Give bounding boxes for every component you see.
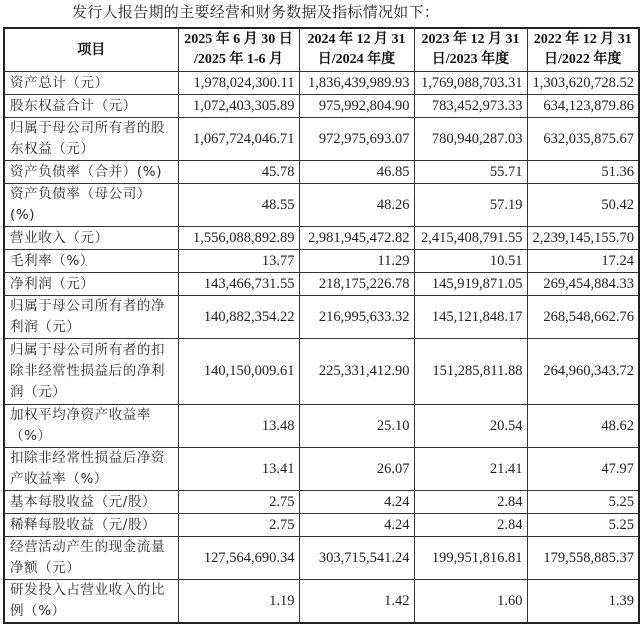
cell-value: 1.39 xyxy=(527,580,639,624)
cell-value: 780,940,287.03 xyxy=(414,118,527,161)
table-row xyxy=(4,250,639,273)
cell-value: 218,175,226.78 xyxy=(299,273,414,296)
table-row xyxy=(4,227,639,250)
row-label: 归属于母公司所有者的股东权益（元） xyxy=(4,118,178,161)
header-line2: 日/2023 年度 xyxy=(431,52,510,67)
header-line2: 日/2022 年度 xyxy=(544,52,622,67)
cell-value: 57.19 xyxy=(414,184,527,227)
row-label: 经营活动产生的现金流量净额（元） xyxy=(4,537,178,580)
cell-value: 145,121,848.17 xyxy=(414,296,527,339)
table-row xyxy=(4,448,639,491)
table-row xyxy=(4,514,639,537)
cell-value: 4.24 xyxy=(299,514,414,537)
row-label: 扣除非经常性损益后净资产收益率（%） xyxy=(4,448,178,491)
table-row xyxy=(4,118,639,161)
cell-value: 2,981,945,472.82 xyxy=(299,227,414,250)
cell-value: 4.24 xyxy=(299,491,414,514)
cell-value: 975,992,804.90 xyxy=(299,95,414,118)
table-row xyxy=(4,405,639,448)
row-label: 研发投入占营业收入的比例（%） xyxy=(4,580,178,624)
cell-value: 48.26 xyxy=(299,184,414,227)
cell-value: 2.84 xyxy=(414,514,527,537)
cell-value: 48.62 xyxy=(527,405,639,448)
row-label: 归属于母公司所有者的净利润（元） xyxy=(4,296,178,339)
cell-value: 179,558,885.37 xyxy=(527,537,639,580)
row-label: 毛利率（%） xyxy=(4,250,178,273)
cell-value: 45.78 xyxy=(178,161,299,184)
table-row xyxy=(4,491,639,514)
row-label: 基本每股收益（元/股） xyxy=(4,491,178,514)
column-header-item xyxy=(4,28,178,72)
header-label: 项目 xyxy=(77,42,106,58)
cell-value: 1,072,403,305.89 xyxy=(178,95,299,118)
row-label: 营业收入（元） xyxy=(4,227,178,250)
financial-data-table xyxy=(3,27,640,624)
column-header-2024 xyxy=(299,28,414,72)
cell-value: 46.85 xyxy=(299,161,414,184)
cell-value: 972,975,693.07 xyxy=(299,118,414,161)
cell-value: 2.84 xyxy=(414,491,527,514)
cell-value: 2,239,145,155.70 xyxy=(527,227,639,250)
cell-value: 268,548,662.76 xyxy=(527,296,639,339)
cell-value: 20.54 xyxy=(414,405,527,448)
table-row xyxy=(4,184,639,227)
header-line2: 日/2024 年度 xyxy=(317,52,396,67)
cell-value: 50.42 xyxy=(527,184,639,227)
cell-value: 1,769,088,703.31 xyxy=(414,72,527,95)
cell-value: 199,951,816.81 xyxy=(414,537,527,580)
cell-value: 140,882,354.22 xyxy=(178,296,299,339)
cell-value: 1.19 xyxy=(178,580,299,624)
header-line1: 2022 年 12 月 31 xyxy=(533,32,632,47)
cell-value: 2.75 xyxy=(178,491,299,514)
cell-value: 11.29 xyxy=(299,250,414,273)
cell-value: 5.25 xyxy=(527,514,639,537)
cell-value: 225,331,412.90 xyxy=(299,339,414,405)
cell-value: 303,715,541.24 xyxy=(299,537,414,580)
cell-value: 1.42 xyxy=(299,580,414,624)
cell-value: 1,303,620,728.52 xyxy=(527,72,639,95)
table-row xyxy=(4,161,639,184)
table-row xyxy=(4,296,639,339)
cell-value: 55.71 xyxy=(414,161,527,184)
row-label: 资产负债率（母公司）(%) xyxy=(4,184,178,227)
cell-value: 47.97 xyxy=(527,448,639,491)
cell-value: 127,564,690.34 xyxy=(178,537,299,580)
cell-value: 783,452,973.33 xyxy=(414,95,527,118)
cell-value: 140,150,009.61 xyxy=(178,339,299,405)
table-row xyxy=(4,339,639,405)
cell-value: 269,454,884.33 xyxy=(527,273,639,296)
cell-value: 632,035,875.67 xyxy=(527,118,639,161)
cell-value: 1,067,724,046.71 xyxy=(178,118,299,161)
table-row xyxy=(4,273,639,296)
cell-value: 13.48 xyxy=(178,405,299,448)
table-row xyxy=(4,580,639,624)
table-row xyxy=(4,72,639,95)
cell-value: 13.41 xyxy=(178,448,299,491)
table-header-row xyxy=(4,28,639,72)
cell-value: 634,123,879.86 xyxy=(527,95,639,118)
row-label: 归属于母公司所有者的扣除非经常性损益后的净利润（元） xyxy=(4,339,178,405)
cell-value: 151,285,811.88 xyxy=(414,339,527,405)
column-header-2025h1 xyxy=(178,28,299,72)
cell-value: 145,919,871.05 xyxy=(414,273,527,296)
header-line1: 2025 年 6 月 30 日 xyxy=(184,32,293,47)
header-line1: 2023 年 12 月 31 xyxy=(421,32,520,47)
cell-value: 264,960,343.72 xyxy=(527,339,639,405)
column-header-2022 xyxy=(527,28,639,72)
row-label: 加权平均净资产收益率（%） xyxy=(4,405,178,448)
cell-value: 10.51 xyxy=(414,250,527,273)
cell-value: 2.75 xyxy=(178,514,299,537)
table-row xyxy=(4,95,639,118)
cell-value: 1,556,088,892.89 xyxy=(178,227,299,250)
row-label: 净利润（元） xyxy=(4,273,178,296)
intro-text: 发行人报告期的主要经营和财务数据及指标情况如下： xyxy=(72,3,440,21)
cell-value: 17.24 xyxy=(527,250,639,273)
cell-value: 143,466,731.55 xyxy=(178,273,299,296)
cell-value: 5.25 xyxy=(527,491,639,514)
cell-value: 21.41 xyxy=(414,448,527,491)
cell-value: 51.36 xyxy=(527,161,639,184)
row-label: 稀释每股收益（元/股） xyxy=(4,514,178,537)
cell-value: 1,978,024,300.11 xyxy=(178,72,299,95)
table-body xyxy=(4,72,639,624)
cell-value: 48.55 xyxy=(178,184,299,227)
cell-value: 2,415,408,791.55 xyxy=(414,227,527,250)
cell-value: 1.60 xyxy=(414,580,527,624)
row-label: 资产总计（元） xyxy=(4,72,178,95)
cell-value: 1,836,439,989.93 xyxy=(299,72,414,95)
cell-value: 216,995,633.32 xyxy=(299,296,414,339)
row-label: 资产负债率（合并）(%) xyxy=(4,161,178,184)
column-header-2023 xyxy=(414,28,527,72)
header-line2: /2025 年 1-6 月 xyxy=(193,52,284,67)
row-label: 股东权益合计（元） xyxy=(4,95,178,118)
cell-value: 13.77 xyxy=(178,250,299,273)
cell-value: 26.07 xyxy=(299,448,414,491)
header-line1: 2024 年 12 月 31 xyxy=(307,32,406,47)
cell-value: 25.10 xyxy=(299,405,414,448)
table-row xyxy=(4,537,639,580)
